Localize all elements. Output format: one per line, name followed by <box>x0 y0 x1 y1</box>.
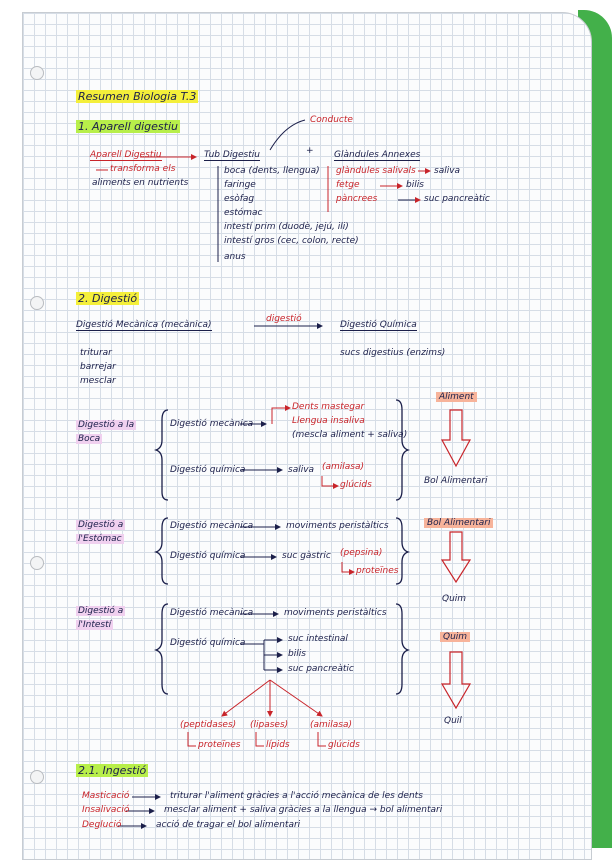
boca-label-1: Digestió a la <box>78 420 135 430</box>
intesti-product: lípids <box>266 740 290 750</box>
intesti-quim-item: suc pancreàtic <box>288 664 354 674</box>
ingestio-def: acció de tragar el bol alimentari <box>156 820 301 830</box>
tub-digestiu-label: Tub Digestiu <box>204 150 260 160</box>
digestio-mecanica-label: Digestió Mecànica (mecànica) <box>76 320 212 330</box>
glandules-annexes-label: Glàndules Annexes <box>334 150 421 160</box>
section-heading-2-1: 2.1. Ingestió <box>78 764 147 777</box>
intesti-quimica: Digestió química <box>170 638 246 648</box>
estomac-mecanica: Digestió mecànica <box>170 521 254 531</box>
estomac-quimica: Digestió química <box>170 551 246 561</box>
ingestio-term: Deglució <box>82 820 122 830</box>
aparell-digestiu-label: Aparell Digestiu <box>90 150 162 160</box>
boca-mec-result: Dents mastegar <box>292 402 365 412</box>
tub-item: intestí prim (duodè, jejú, ili) <box>224 222 349 232</box>
boca-mecanica: Digestió mecànica <box>170 419 254 429</box>
estomac-label-1: Digestió a <box>78 520 124 530</box>
intesti-quim-item: bilis <box>288 649 306 659</box>
intesti-product: proteïnes <box>198 740 241 750</box>
intesti-enzyme: (peptidases) <box>180 720 237 730</box>
boca-mec-result: Llengua insaliva <box>292 416 365 426</box>
ingestio-term: Insalivació <box>82 805 130 815</box>
digestio-quimica-label: Digestió Química <box>340 320 417 330</box>
boca-product: glúcids <box>340 480 372 490</box>
boca-quim-result: saliva <box>288 465 315 475</box>
tub-item: esòfag <box>224 194 255 204</box>
estomac-mec-result: moviments peristàltics <box>286 521 389 531</box>
gland-product: suc pancreàtic <box>424 194 490 204</box>
flow-aliment: Aliment <box>436 392 477 402</box>
flow-bol-2: Bol Alimentari <box>424 518 493 528</box>
digestio-arrow-label: digestió <box>266 314 302 324</box>
mec-item: barrejar <box>80 362 116 372</box>
conducte-label: Conducte <box>310 115 353 125</box>
transforma-text-2: aliments en nutrients <box>92 178 189 188</box>
gland-item: fetge <box>336 180 360 190</box>
intesti-mec-result: moviments peristàltics <box>284 608 387 618</box>
estomac-label-2: l'Estómac <box>78 534 122 544</box>
tub-item: estómac <box>224 208 263 218</box>
ingestio-def: mesclar aliment + saliva gràcies a la llengua → bol alimentari <box>164 805 443 815</box>
transforma-text-1: transforma els <box>110 164 176 174</box>
boca-mec-note: (mescla aliment + saliva) <box>292 430 408 440</box>
mec-item: triturar <box>80 348 112 358</box>
tub-item: anus <box>224 252 246 262</box>
gland-product: bilis <box>406 180 424 190</box>
gland-item: glàndules salivals <box>336 166 416 176</box>
flow-quim-2: Quim <box>440 632 470 642</box>
plus-sign: + <box>306 146 314 156</box>
boca-quimica: Digestió química <box>170 465 246 475</box>
estomac-quim-result: suc gàstric <box>282 551 331 561</box>
page-title: Resumen Biologia T.3 <box>78 90 197 103</box>
boca-enzyme: (amilasa) <box>322 462 365 472</box>
flow-bol-1: Bol Alimentari <box>424 476 488 486</box>
ingestio-def: triturar l'aliment gràcies a l'acció mecànica de les dents <box>170 791 423 801</box>
intesti-enzyme: (amilasa) <box>310 720 353 730</box>
intesti-product: glúcids <box>328 740 360 750</box>
ingestio-term: Masticació <box>82 791 130 801</box>
intesti-enzyme: (lipases) <box>250 720 289 730</box>
section-heading-1: 1. Aparell digestiu <box>78 120 178 133</box>
tub-item: faringe <box>224 180 256 190</box>
estomac-product: proteïnes <box>356 566 399 576</box>
intesti-mecanica: Digestió mecànica <box>170 608 254 618</box>
quim-item: sucs digestius (enzims) <box>340 348 446 358</box>
tub-item: boca (dents, llengua) <box>224 166 320 176</box>
section-heading-2: 2. Digestió <box>78 292 138 305</box>
mec-item: mesclar <box>80 376 116 386</box>
gland-product: saliva <box>434 166 461 176</box>
tub-item: intestí gros (cec, colon, recte) <box>224 236 359 246</box>
flow-quil: Quil <box>444 716 462 726</box>
intesti-quim-item: suc intestinal <box>288 634 348 644</box>
boca-label-2: Boca <box>78 434 101 444</box>
estomac-enzyme: (pepsina) <box>340 548 383 558</box>
flow-quim-1: Quim <box>442 594 467 604</box>
intesti-label-1: Digestió a <box>78 606 124 616</box>
intesti-label-2: l'Intestí <box>78 620 112 630</box>
gland-item: pàncrees <box>336 194 378 204</box>
